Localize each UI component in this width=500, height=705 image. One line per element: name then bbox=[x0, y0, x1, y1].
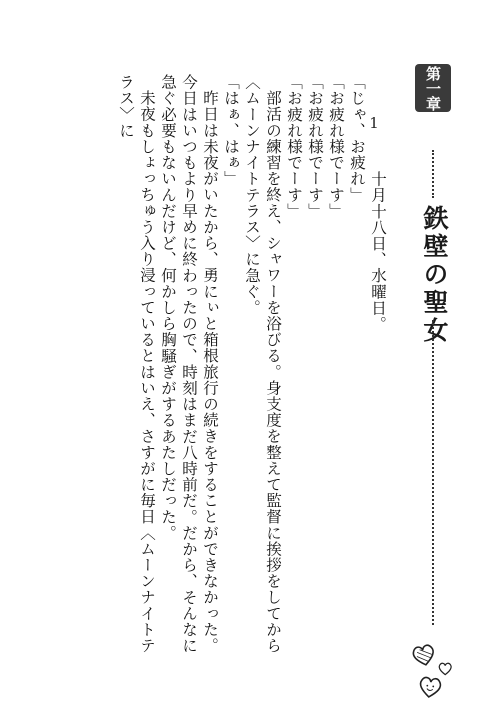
paragraph: 「お疲れ様でーす」 bbox=[285, 74, 303, 219]
heart-icon bbox=[439, 663, 451, 674]
dotted-rule-bottom bbox=[432, 320, 434, 625]
chapter-label: 第一章 bbox=[415, 64, 451, 112]
paragraph: 十月十八日、水曜日。 bbox=[369, 171, 387, 332]
section-number: 1 bbox=[369, 114, 379, 132]
paragraph: 「じゃ、お疲れ」 bbox=[348, 74, 366, 203]
heart-icon bbox=[419, 677, 441, 699]
paragraph: 「お疲れ様でーす」 bbox=[327, 74, 345, 219]
dotted-rule-top bbox=[432, 150, 434, 198]
chapter-title: 鉄壁の聖女 bbox=[420, 205, 449, 345]
body-text bbox=[115, 74, 388, 664]
paragraph: 部活の練習を終え、シャワーを浴びる。身支度を整えて監督に挨拶をしてから〈ムーンナイトテラス〉に急ぐ。 bbox=[243, 74, 282, 653]
heart-icon bbox=[412, 644, 435, 667]
hearts-decoration bbox=[408, 640, 458, 702]
paragraph: 昨日は未夜がいたから、勇にぃと箱根旅行の続きをすることができなかった。今日はいつもより早めに終わったので、時刻はまだ八時前だ。だから、そんなに急ぐ必要もないんだけど、何かしら胸騒ぎがするあたしだった。 bbox=[159, 74, 219, 654]
paragraph: 「はぁ、はぁ」 bbox=[222, 74, 240, 187]
paragraph: 未夜もしょっちゅう入り浸っているとはいえ、さすがに毎日〈ムーンナイトテラス〉に bbox=[117, 74, 156, 653]
paragraph: 「お疲れ様でーす」 bbox=[306, 74, 324, 219]
